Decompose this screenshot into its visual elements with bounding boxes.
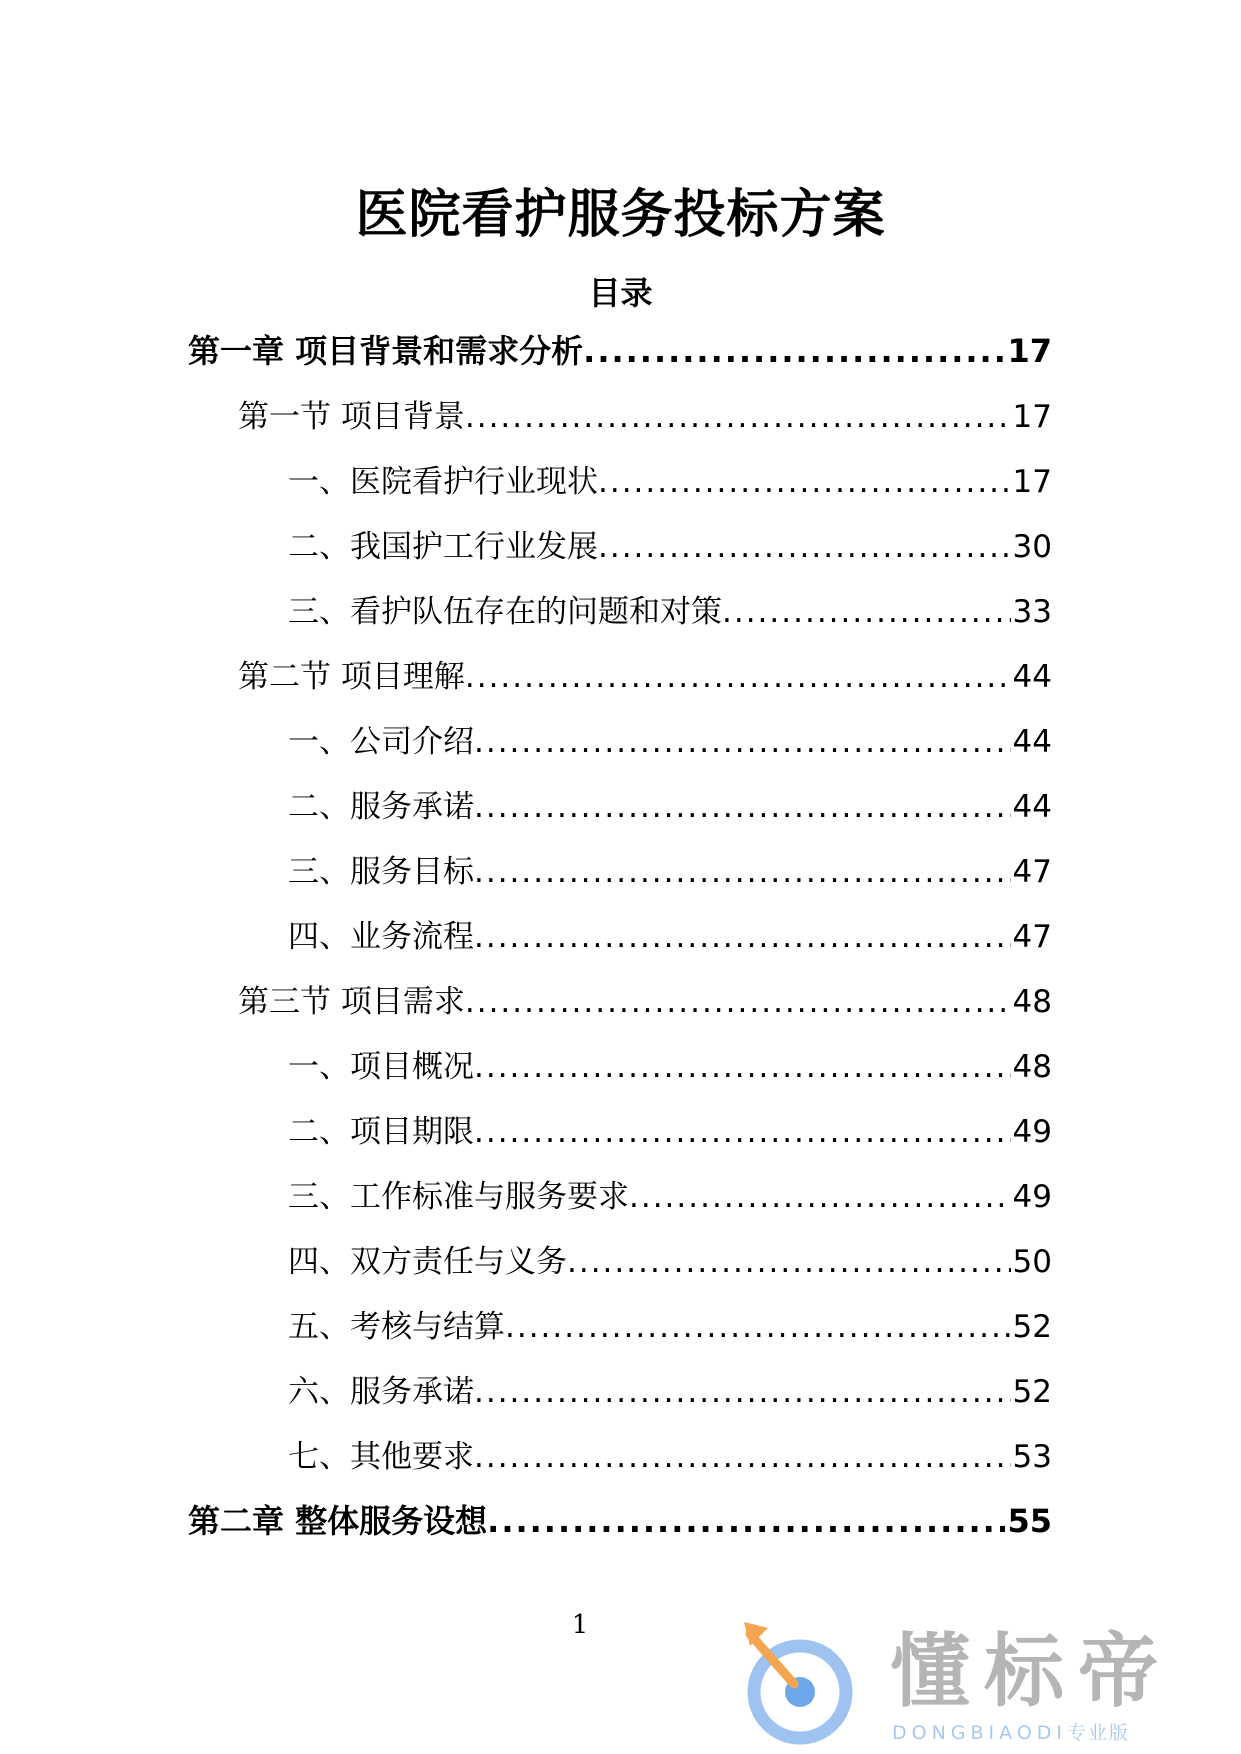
toc-entry-item[interactable]: [188, 1171, 1052, 1236]
toc-entry-item[interactable]: [188, 1366, 1052, 1431]
toc-entry-label: 一、公司介绍: [288, 724, 474, 760]
document-title: 医院看护服务投标方案: [355, 185, 886, 245]
toc-entry-page: 52: [1012, 1309, 1052, 1345]
toc-dot-leader: [722, 594, 1011, 630]
watermark-romanization: DONGBIAODI: [892, 1722, 1068, 1744]
toc-entry-label: 第三节 项目需求: [238, 984, 465, 1020]
toc-entry-page: 52: [1012, 1374, 1052, 1410]
toc-dot-leader: [474, 854, 1011, 890]
toc-entry-label: 二、服务承诺: [288, 789, 474, 825]
toc-dot-leader: [474, 1049, 1011, 1085]
page-number: 1: [571, 1610, 589, 1640]
toc-entry-item[interactable]: [188, 1431, 1052, 1496]
toc-entry-label: 第一节 项目背景: [238, 399, 465, 435]
toc-dot-leader: [465, 659, 1011, 695]
toc-entry-label: 三、服务目标: [288, 854, 474, 890]
toc-entry-label: 七、其他要求: [288, 1439, 474, 1475]
toc-dot-leader: [598, 464, 1011, 500]
toc-entry-section-1-2[interactable]: [188, 651, 1052, 716]
toc-dot-leader: [474, 724, 1011, 760]
toc-heading: 目录: [588, 274, 653, 312]
toc-entry-label: 二、我国护工行业发展: [288, 529, 598, 565]
toc-dot-leader: [583, 332, 1005, 370]
toc-entry-item[interactable]: [188, 456, 1052, 521]
toc-entry-item[interactable]: [188, 911, 1052, 976]
toc-entry-label: 五、考核与结算: [288, 1309, 505, 1345]
toc-entry-label: 四、双方责任与义务: [288, 1244, 567, 1280]
watermark-brand-name: 懂标帝: [890, 1625, 1172, 1718]
toc-entry-label: 三、工作标准与服务要求: [288, 1179, 629, 1215]
toc-entry-chapter-1[interactable]: [188, 326, 1052, 391]
toc-dot-leader: [465, 399, 1011, 435]
toc-entry-item[interactable]: [188, 1301, 1052, 1366]
toc-dot-leader: [474, 789, 1011, 825]
toc-entry-page: 30: [1012, 529, 1052, 565]
toc-dot-leader: [629, 1179, 1011, 1215]
toc-entry-page: 53: [1012, 1439, 1052, 1475]
toc-entry-item[interactable]: [188, 586, 1052, 651]
table-of-contents: [188, 326, 1052, 1561]
toc-entry-page: 47: [1012, 919, 1052, 955]
toc-entry-item[interactable]: [188, 521, 1052, 586]
toc-entry-page: 44: [1012, 789, 1052, 825]
toc-entry-label: 三、看护队伍存在的问题和对策: [288, 594, 722, 630]
toc-dot-leader: [505, 1309, 1011, 1345]
toc-entry-page: 17: [1007, 332, 1052, 370]
toc-entry-page: 17: [1012, 464, 1052, 500]
toc-entry-item[interactable]: [188, 1106, 1052, 1171]
toc-dot-leader: [487, 1502, 1005, 1540]
toc-entry-item[interactable]: [188, 781, 1052, 846]
toc-entry-label: 第一章 项目背景和需求分析: [188, 332, 584, 370]
toc-entry-item[interactable]: [188, 1041, 1052, 1106]
toc-entry-section-1-1[interactable]: [188, 391, 1052, 456]
toc-entry-item[interactable]: [188, 846, 1052, 911]
target-logo-icon: [740, 1620, 860, 1754]
toc-entry-page: 55: [1007, 1502, 1052, 1540]
toc-dot-leader: [474, 1374, 1011, 1410]
toc-entry-page: 49: [1012, 1179, 1052, 1215]
watermark-subtitle: [892, 1724, 1130, 1743]
toc-entry-label: 一、项目概况: [288, 1049, 474, 1085]
toc-entry-label: 六、服务承诺: [288, 1374, 474, 1410]
toc-entry-page: 48: [1012, 984, 1052, 1020]
toc-entry-page: 47: [1012, 854, 1052, 890]
toc-entry-page: 44: [1012, 659, 1052, 695]
toc-entry-label: 一、医院看护行业现状: [288, 464, 598, 500]
toc-dot-leader: [465, 984, 1011, 1020]
toc-entry-page: 44: [1012, 724, 1052, 760]
watermark-edition: 专业版: [1067, 1722, 1131, 1744]
toc-entry-section-1-3[interactable]: [188, 976, 1052, 1041]
toc-entry-page: 17: [1012, 399, 1052, 435]
brand-watermark: [740, 1620, 1220, 1750]
toc-dot-leader: [474, 1439, 1011, 1475]
toc-entry-label: 二、项目期限: [288, 1114, 474, 1150]
toc-entry-label: 四、业务流程: [288, 919, 474, 955]
toc-entry-item[interactable]: [188, 716, 1052, 781]
toc-entry-page: 33: [1012, 594, 1052, 630]
toc-entry-item[interactable]: [188, 1236, 1052, 1301]
toc-entry-chapter-2[interactable]: [188, 1496, 1052, 1561]
toc-dot-leader: [474, 1114, 1011, 1150]
toc-dot-leader: [598, 529, 1011, 565]
toc-dot-leader: [474, 919, 1011, 955]
toc-entry-label: 第二节 项目理解: [238, 659, 465, 695]
toc-entry-label: 第二章 整体服务设想: [188, 1502, 488, 1540]
toc-dot-leader: [567, 1244, 1011, 1280]
toc-entry-page: 48: [1012, 1049, 1052, 1085]
toc-entry-page: 49: [1012, 1114, 1052, 1150]
toc-entry-page: 50: [1012, 1244, 1052, 1280]
